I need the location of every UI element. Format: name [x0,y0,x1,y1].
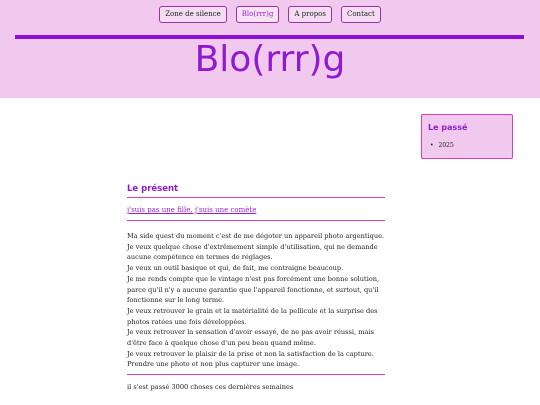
site-title: Blo(rrr)g [194,39,346,80]
archive-sidebar [421,114,513,159]
post-title-divider [127,220,385,221]
nav-item-zone-de-silence[interactable]: Zone de silence [159,6,227,23]
site-header [0,0,540,98]
archive-item-2025[interactable]: • 2025 [430,142,454,149]
next-post-title[interactable]: il s'est passé 3000 choses ces dernières semaines [127,383,294,392]
section-heading: Le présent [127,184,179,194]
sidebar-title: Le passé [428,123,468,132]
post-title-link[interactable]: j'suis pas une fille, j'suis une comète [127,206,257,214]
nav-item-a-propos[interactable]: A propos [288,6,332,23]
nav-item-contact[interactable]: Contact [341,6,381,23]
nav-item-blog[interactable]: Blo(rrr)g [236,6,280,23]
post-paragraph: Je veux un outil basique et qui, de fait, me contraigne beaucoup. [127,264,344,273]
post-paragraph: Ma side quest du moment c'est de me dégoter un appareil photo argentique. Je veux quelque chose d'extrêmement simple d'utilisation, qui ne demande aucune compétence en termes de réglages. [127,232,385,262]
post-paragraph: Je me rends compte que le vintage n'est pas forcément une bonne solution, parce qu'il n'y a aucune garantie que l'appareil fonctionne, et surtout, qu'il fonctionne sur le long terme. [127,274,380,305]
post-paragraph: Prendre une photo et non plus capturer une image. [127,360,300,369]
main-content [127,184,385,391]
post-divider [127,374,385,375]
post-paragraph: Je veux retrouver la sensation d'avoir essayé, de ne pas avoir réussi, mais d'être face à quelque chose d'un peu beau quand même. [127,328,374,348]
post-paragraph: Je veux retrouver le plaisir de la prise et non la satisfaction de la capture. [127,349,374,358]
post-body [127,231,385,370]
archive-list [430,142,454,149]
post-paragraph: Je veux retrouver le grain et la matérialité de la pellicule et la surprise des photos ratées une fois développées. [127,306,378,326]
top-nav [0,6,540,23]
section-divider [127,197,385,198]
